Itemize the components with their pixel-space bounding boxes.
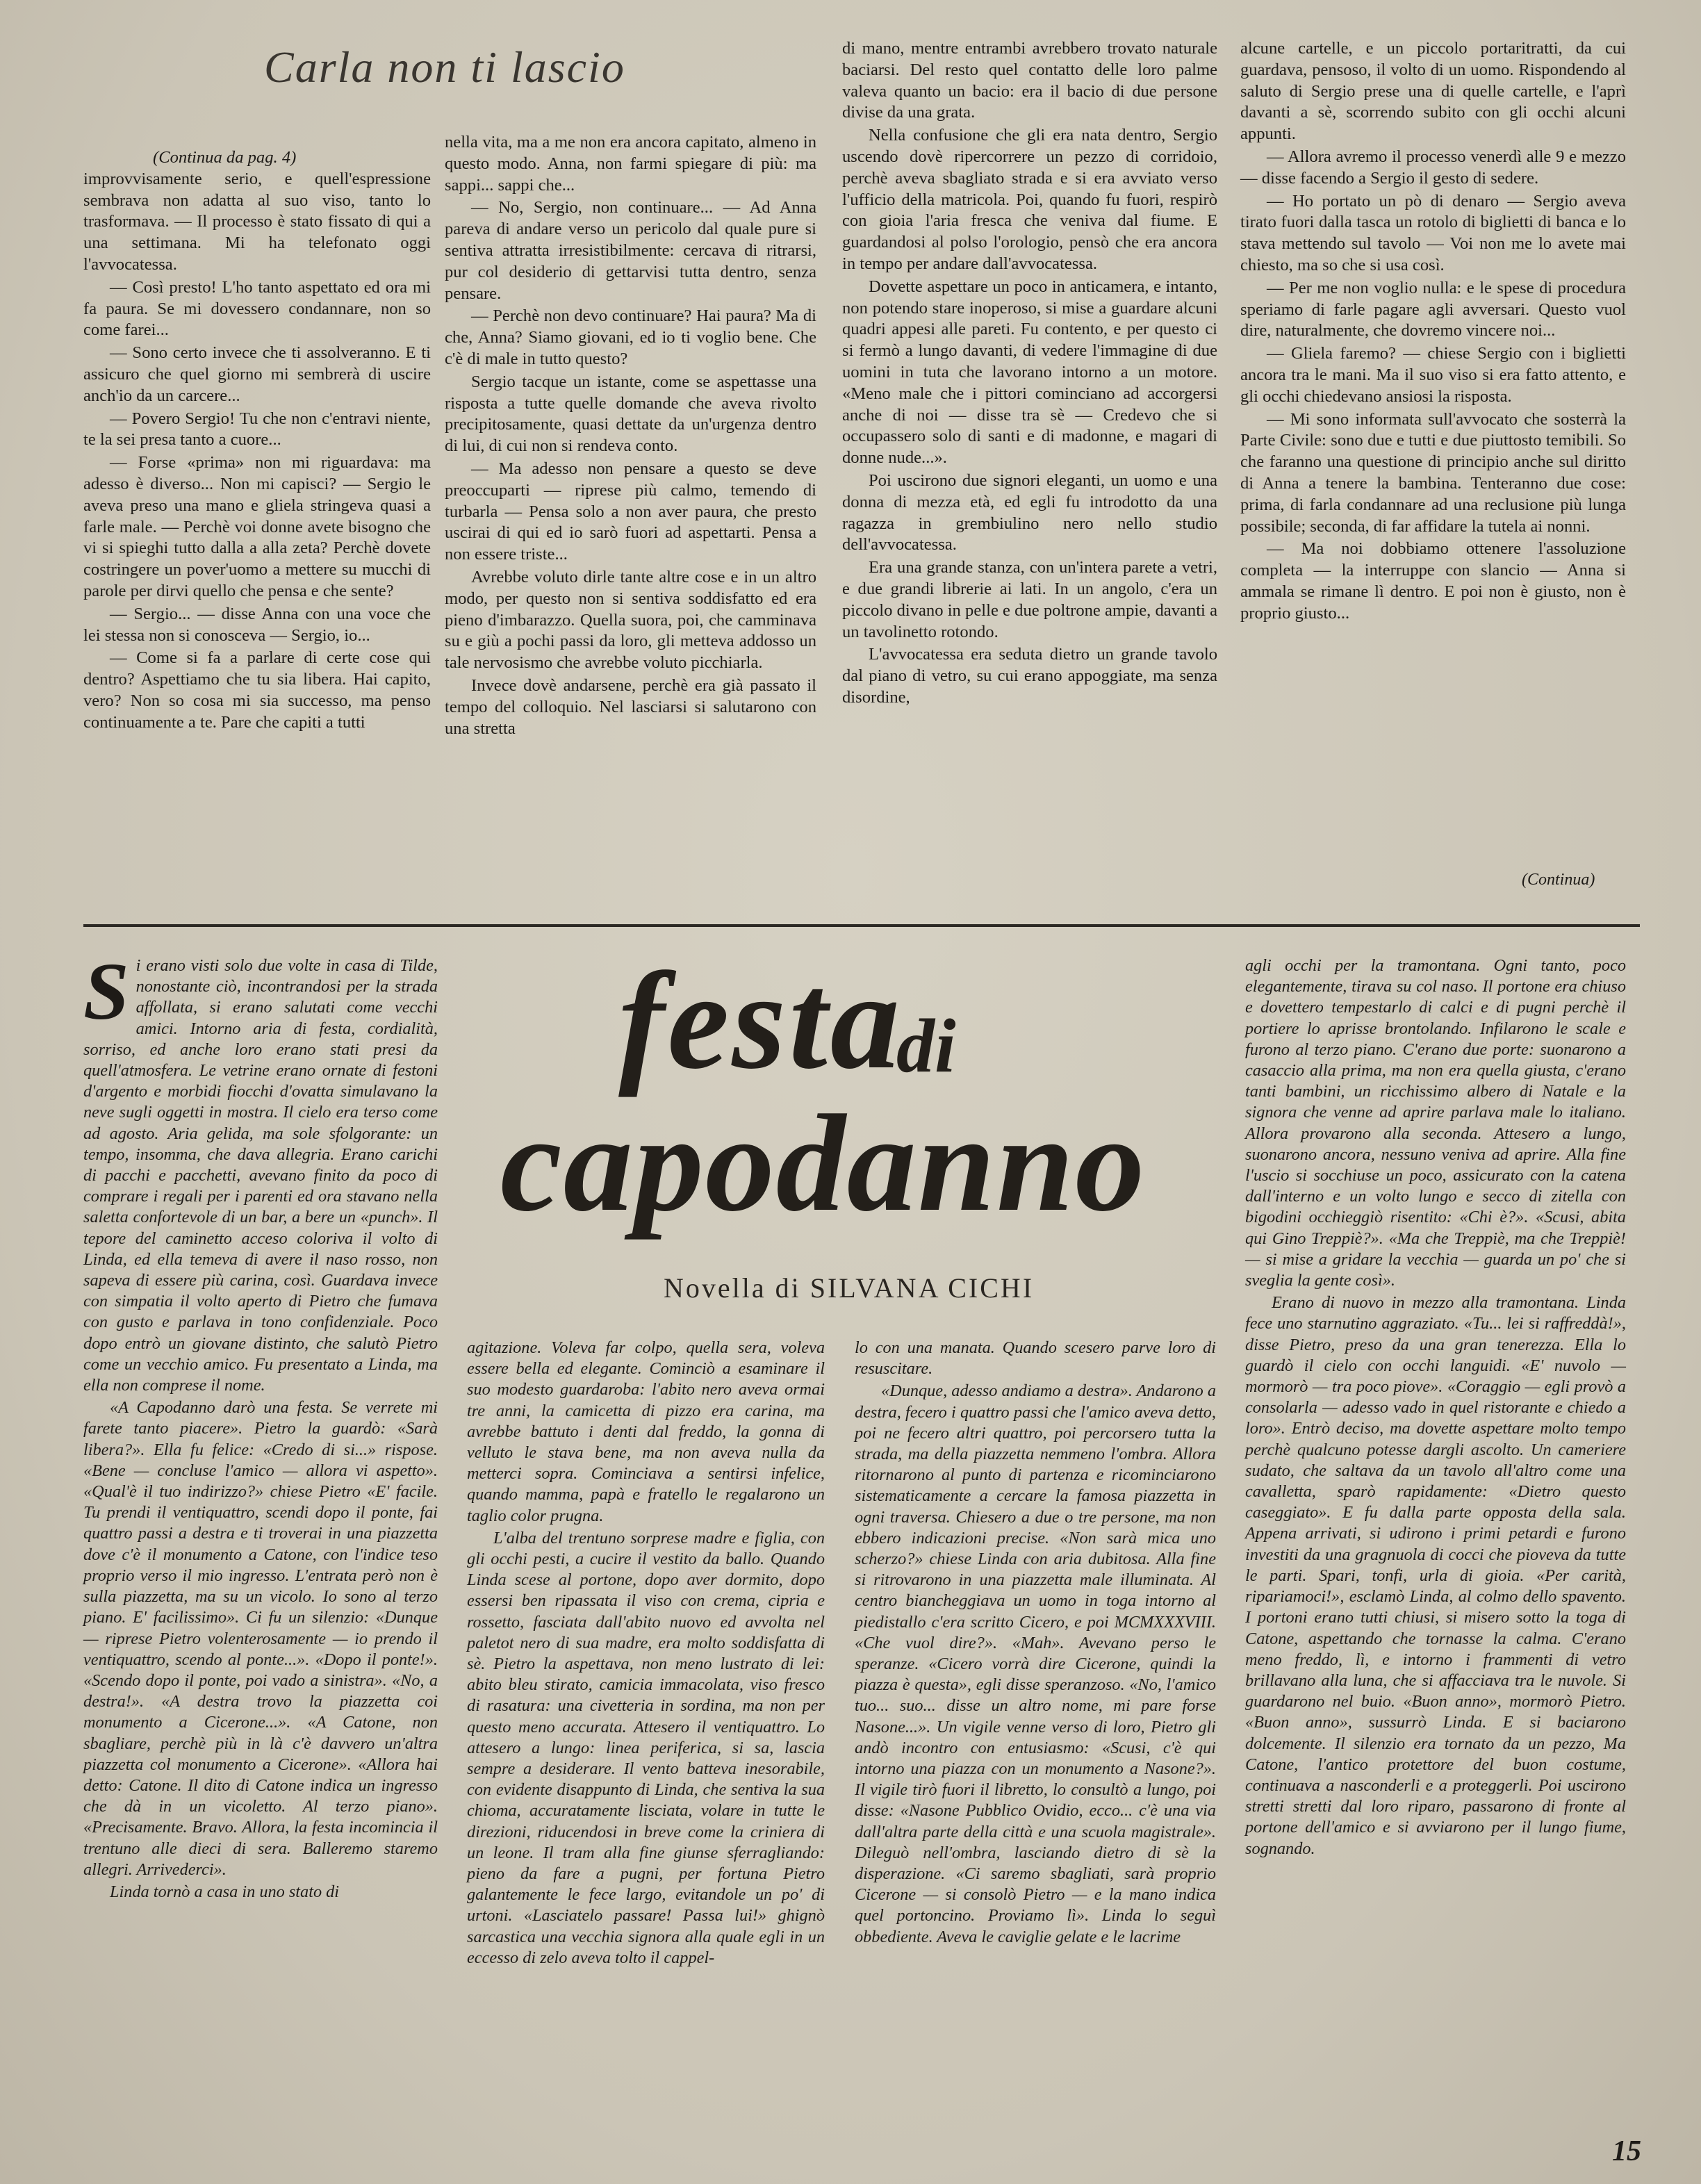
paragraph: Era una grande stanza, con un'intera parete a vetri, e due grandi librerie ai lati. In un angolo, c'era un piccolo divano in pelle e due poltrone ampie, davanti a un tavolinetto rotondo. — [842, 558, 1217, 641]
title-word-festa: festa — [618, 944, 903, 1098]
bottom-column-1 — [83, 946, 438, 1904]
paragraph — [83, 946, 438, 1396]
paragraph: — Sono certo invece che ti assolveranno. E ti assicuro che quel giorno mi sembrerà di uscire anch'io da un carcere... — [83, 343, 431, 405]
top-column-3 — [842, 38, 1217, 710]
paragraph: — Ma noi dobbiamo ottenere l'assoluzione completa — la interruppe con slancio — Anna si ammala se rimane lì dentro. E poi non è giusto, non è proprio giusto... — [1240, 539, 1626, 623]
paragraph: — Come si fa a parlare di certe cose qui dentro? Aspettiamo che tu sia libera. Hai capito, vero? Non so cosa mi sia successo, ma penso continuamente a te. Pare che capiti a tutti — [83, 648, 431, 732]
drop-cap: S — [83, 946, 129, 1037]
bottom-column-4 — [1245, 955, 1626, 1861]
bottom-column-2 — [467, 1338, 825, 1970]
title-word-capodanno: capodanno — [500, 1087, 1147, 1240]
paragraph: — Allora avremo il processo venerdì alle 9 e mezzo — disse facendo a Sergio il gesto di sedere. — [1240, 147, 1626, 188]
paragraph: lo con una manata. Quando scesero parve loro di resuscitare. — [855, 1338, 1216, 1379]
continued-from-note: (Continua da pag. 4) — [153, 148, 297, 167]
top-column-4 — [1240, 38, 1626, 626]
paragraph: agitazione. Voleva far colpo, quella sera, voleva essere bella ed elegante. Cominciò a esaminare il suo modesto guardaroba: l'abito nero aveva ormai tre anni, la camicetta di pizzo era carina, ma avrebbe battuto i denti dal freddo, la gonna di velluto le stava bene, ma non aveva nulla da metterci sopra. Cominciava a sentirsi infelice, quando mamma, papà e fratello le regalarono un taglio color prugna. — [467, 1338, 825, 1525]
paragraph: Nella confusione che gli era nata dentro, Sergio uscendo dovè ripercorrere un pezzo di corridoio, perchè aveva sbagliato strada e si era avviato verso l'ufficio della matricola. Poi, quando fu fuori, respirò con gioia l'aria fresca che veniva dal fiume. E guardandosi al polso l'orologio, pensò che era ancora in tempo per andare dall'avvocatessa. — [842, 126, 1217, 273]
paragraph: Invece dovè andarsene, perchè era già passato il tempo del colloquio. Nel lasciarsi si salutarono con una stretta — [445, 675, 816, 738]
paragraph: nella vita, ma a me non era ancora capitato, almeno in questo modo. Anna, non farmi spiegare di più: ma sappi... sappi che... — [445, 133, 816, 195]
paragraph: agli occhi per la tramontana. Ogni tanto, poco elegantemente, tirava su col naso. Il portone era chiuso e dovettero tempestarlo di calci e di pugni perchè il portiere lo aprisse brontolando. Infilarono le scale e furono al terzo piano. C'erano due porte: suonarono a casaccio alla prima, ma non era quella giusta, c'erano tanti bambini, un ricchissimo albero di Natale e la signora che venne ad aprire parlava male lo italiano. Allora provarono alla seconda. Attesero a lungo, suonarono ancora, nessuno veniva ad aprire. Alla fine l'uscio si socchiuse un poco, assicurato con la catena dall'interno e un volto lungo e secco di zitella con bigodini occhieggiò risentito: «Chi è?». «Scusi, abita qui Gino Treppiè?». «Ma che Treppiè, ma che Treppiè! — si mise a gridare la vecchia — guarda un po' che si sveglia la gente così». — [1245, 956, 1626, 1290]
paragraph: — Povero Sergio! Tu che non c'entravi niente, te la sei presa tanto a cuore... — [83, 409, 431, 450]
paragraph: Sergio tacque un istante, come se aspettasse una risposta a tutte quelle domande che aveva rivolto precipitosamente, quasi dettate da un'urgenza dentro di lui, di cui non si rendeva conto. — [445, 372, 816, 456]
paragraph: «A Capodanno darò una festa. Se verrete mi farete tanto piacere». Pietro la guardò: «Sarà libera?». Ella fu felice: «Credo di si...» rispose. «Bene — concluse l'amico — allora vi aspetto». «Qual'è il tuo indirizzo?» chiese Pietro «E' facile. Tu prendi il ventiquattro, scendi dopo il ponte, fai quattro passi a destra e ti troverai in una piazzetta dove c'è il monumento a Catone, con l'indice teso proprio verso il mio ingresso. L'entrata però non è sulla piazzetta, ma su un vicolo. Io sono al terzo piano. E' facilissimo». Ci fu un silenzio: «Dunque — riprese Pietro volenterosamente — io prendo il ventiquattro, scendo al ponte...». «Dopo il ponte!». «Scendo dopo il ponte, poi vado a sinistra». «No, a destra!». «A destra trovo la piazzetta coi monumento a Cicerone...». «A Catone, non sbagliare, perchè più in là c'è davvero un'altra piazzetta col monumento a Cicerone». «Allora hai detto: Catone. Il dito di Catone indica un ingresso che dà in un vicoletto. Al terzo piano». «Precisamente. Bravo. Allora, la festa incomincia il trentuno alle dieci di sera. Balleremo staremo allegri. Arrivederci». — [83, 1398, 438, 1879]
section-divider — [83, 924, 1640, 927]
paragraph: Erano di nuovo in mezzo alla tramontana. Linda fece uno starnutino aggraziato. «Tu... lei si raffreddà!», disse Pietro, preso da una gran tenerezza. Ella lo guardò il cielo con occhi languidi. «E' nuvolo — mormorò — tra poco piove». «Coraggio — egli provò a consolarla — adesso vado in quel ristorante e chiedo a loro». Entrò deciso, ma dovette aspettare molto tempo perchè qualcuno potesse dargli ascolto. Un cameriere sudato, che saltava da un tavolo all'altro come una cavalletta, sparò rapidamente: «Dietro questo caseggiato». E fu dalla parte opposta della sala. Appena arrivati, si udirono i primi petardi e furono investiti da una gragnuola di cocci che pioveva da tutte le parti. Spari, tonfi, urla di gioia. «Per carità, ripariamoci!», esclamò Linda, al colmo dello spavento. I portoni erano tutti chiusi, si misero sotto la toga di Catone, aspettando che tornasse la calma. C'erano meno freddo, lì, e intorno i frammenti di vetro brillavano alla luna, che si affacciava tra le nuvole. Si guardarono nel buio. «Buon anno», mormorò Pietro. «Buon anno», sussurrò Linda. E si baciarono dolcemente. Il silenzio era tornato da un pezzo, Ma Catone, l'antico protettore del buon costume, continuava a nasconderli e a proteggerli. Poi uscirono stretti stretti dal loro riparo, passarono di fronte al portone dell'amico e si avviarono per il lungo fiume, sognando. — [1245, 1293, 1626, 1858]
paragraph: — Per me non voglio nulla: e le spese di procedura speriamo di farle pagare agli avversari. Questo vuol dire, naturalmente, che dovremo vincere noi... — [1240, 278, 1626, 340]
story-title-carla: Carla non ti lascio — [264, 42, 625, 92]
paragraph: L'alba del trentuno sorprese madre e figlia, con gli occhi pesti, a cucire il vestito da ballo. Quando Linda scese al portone, dopo aver dormito, dopo essersi ben ripassata il viso con crema, cipria e rossetto, fasciata dall'abito nuovo ed avvolta nel paletot nero di sua madre, era molto soddisfatta di sè. Pietro la aspettava, non meno lustrato di lei: abito bleu stirato, camicia immacolata, viso fresco di rasatura: una civetteria in sordina, ma non per questo meno accurata. Attesero il ventiquattro. Lo attesero a lungo: linea periferica, si sa, lascia sempre a desiderare. Il vento batteva inesorabile, con evidente disappunto di Linda, che sentiva la sua chioma, accuratamente lisciata, volare in tutte le direzioni, riducendosi in breve come la criniera di un leone. Il tram alla fine giunse sferragliando: pieno da fare a pugni, per fortuna Pietro galantemente le fece largo, evitandole un po' di urtoni. «Lasciatelo passare! Passa lui!» ghignò sarcastica una vecchia signora alla quale egli in un eccesso di zelo aveva tolto il cappel- — [467, 1528, 825, 1967]
paragraph: Dovette aspettare un poco in anticamera, e intanto, non potendo stare inoperoso, si mise a guardare alcuni quadri appesi alle pareti. Fu contento, e per questo ci si fermò a lungo davanti, di vedere l'immagine di due uomini in tuta che lavorano intorno a un motore. «Meno male che i pittori cominciano ad accorgersi anche di noi — disse tra sè — Credevo che si occupassero solo di santi e di madonne, e magari di donne nude...». — [842, 277, 1217, 468]
paragraph: «Dunque, adesso andiamo a destra». Andarono a destra, fecero i quattro passi che l'amico aveva detto, poi ne fecero altri quattro, poi percorsero tutta la strada, ma della piazzetta nemmeno l'ombra. Allora ritornarono al punto di partenza e ricominciarono sistematicamente a cercare la famosa piazzetta in ogni traversa. Chiesero a due o tre persone, ma non ebbero indicazioni precise. «Non sarà mica uno scherzo?» chiese Linda con aria dubitosa. Alla fine si ritrovarono in una piazzetta male illuminata. Al centro biancheggiava un uomo in toga intorno al piedistallo c'era scritto Cicero, e poi MCMXXXVIII. «Che vuol dire?». «Mah». Avevano perso le speranze. «Cicero vorrà dire Cicerone, quindi la piazza è questa», egli disse speranzoso. «No, l'amico tuo... suo... disse un altro nome, mi pare forse Nasone...». Un vigile venne verso di loro, Pietro gli andò incontro con entusiasmo: «Scusi, c'è qui intorno una piazza con un monumento a Nasone?». Il vigile tirò fuori il libretto, lo consultò a lungo, poi disse: «Nasone Pubblico Ovidio, ecco... c'è una via dall'altra parte della città e una scuola magistrale». Dileguò nell'ombra, lasciando dietro di sè la disperazione. «Ci saremo sbagliati, sarà proprio Cicerone — si consolò Pietro — e la mano indica quel portoncino. Proviamo lì». Linda lo seguì obbediente. Aveva le caviglie gelate e le lacrime — [855, 1381, 1216, 1946]
paragraph: — Mi sono informata sull'avvocato che sosterrà la Parte Civile: sono due e tutti e due piuttosto temibili. So che faranno una questione di principio anche sul diritto di Anna a tenere la bambina. Tenteranno due cose: prima, di farla condannare ad una reclusione più lunga possibile; seconda, di far affidare la tutela ai nonni. — [1240, 409, 1626, 536]
paragraph: Linda tornò a casa in uno stato di — [110, 1882, 340, 1901]
paragraph: — Così presto! L'ho tanto aspettato ed ora mi fa paura. Se mi dovessero condannare, non so come farei... — [83, 277, 431, 340]
paragraph: — No, Sergio, non continuare... — Ad Anna pareva di andare verso un pericolo dal quale pure si sentiva attratta irresistibilmente: cercava di ritrarsi, pur col desiderio di gettarvisi tutta dentro, senza pensare. — [445, 198, 816, 303]
paragraph: di mano, mentre entrambi avrebbero trovato naturale baciarsi. Del resto quel contatto delle loro palme valeva quanto un bacio: era il bacio di due persone divise da una grata. — [842, 39, 1217, 122]
paragraph-text: i erano visti solo due volte in casa di Tilde, nonostante ciò, incontrandosi per la strada affollata, si erano salutati come vecchi amici. Intorno aria di festa, cordialità, sorriso, ed anche loro erano stati presi da quell'atmosfera. Le vetrine erano ornate di festoni d'argento e morbidi fiocchi d'ovatta simulavano la neve sugli oggetti in mostra. Il cielo era terso come ad agosto. Aria gelida, ma sole sfolgorante: un tempo, insomma, che dava allegria. Erano carichi di pacchi e pacchetti, avevano finito da poco di comprare i regali per i parenti ed ora stavano nella saletta confortevole di un bar, a bere un «punch». Il tepore del caminetto acceso coloriva il volto di Linda, ed ella temeva di avere il naso rosso, non sapeva di essere più carina, così. Guardava invece con simpatia il volto aperto di Pietro che fumava con gusto e parlava in tono confidenziale. Poco dopo entrò un giovane distinto, che salutò Pietro come un vecchio amico. Fu presentato a Linda, ma ella non comprese il nome. — [83, 956, 438, 1395]
top-column-2 — [445, 132, 816, 741]
paragraph: L'avvocatessa era seduta dietro un grande tavolo dal piano di vetro, su cui erano appoggiate, ma senza disordine, — [842, 645, 1217, 707]
paragraph: Poi uscirono due signori eleganti, un uomo e una donna di mezza età, ed egli fu introdotto da una ragazza in grembiulino nero nello studio dell'avvocatessa. — [842, 470, 1217, 555]
paragraph: Avrebbe voluto dirle tante altre cose e in un altro modo, per questo non si sentiva soddisfatto ed era pieno d'imbarazzo. Quella suora, poi, che camminava su e giù a pochi passi da loro, gli metteva addosso un tale nervosismo che avrebbe voluto picchiarla. — [445, 567, 816, 673]
byline: Novella di SILVANA CICHI — [664, 1272, 1035, 1304]
bottom-column-3 — [855, 1338, 1216, 1949]
paragraph: — Forse «prima» non mi riguardava: ma adesso è diverso... Non mi capisci? — Sergio le aveva preso una mano e gliela stringeva quasi a farle male. — Perchè voi donne avete bisogno che vi si spieghi tutto dalla a alla zeta? Perchè dovete costringere un pover'uomo a mettere su mucchi di parole per dirvi quello che pensa e che sente? — [83, 453, 431, 600]
paragraph: improvvisamente serio, e quell'espressione sembrava non adatta al suo viso, tanto lo trasformava. — Il processo è stato fissato di qui a una settimana. Mi ha telefonato oggi l'avvocatessa. — [83, 169, 431, 274]
paragraph: — Gliela faremo? — chiese Sergio con i biglietti ancora tra le mani. Ma il suo viso si era fatto attento, e gli occhi chiedevano ansiosi la risposta. — [1240, 344, 1626, 406]
paragraph: alcune cartelle, e un piccolo portaritratti, da cui guardava, pensoso, il volto di un uomo. Rispondendo al saluto di Sergio prese una di quelle cartelle, e l'aprì davanti a sè, scorrendo subito con gli occhi alcuni appunti. — [1240, 39, 1626, 144]
story-title-festa — [500, 944, 1195, 1244]
paragraph: — Ho portato un pò di denaro — Sergio aveva tirato fuori dalla tasca un rotolo di biglietti di banca e lo stava mettendo sul tavolo — Voi non me lo avete mai chiesto, ma so che si usa così. — [1240, 191, 1626, 274]
title-word-di: di — [896, 1003, 956, 1088]
paragraph: — Perchè non devo continuare? Hai paura? Ma di che, Anna? Siamo giovani, ed io ti voglio bene. Che c'è di male in tutto questo? — [445, 306, 816, 368]
page-number: 15 — [1612, 2135, 1641, 2167]
paragraph: — Ma adesso non pensare a questo se deve preoccuparti — riprese più calmo, temendo di turbarla — Pensa solo a non aver paura, che presto uscirai di qui ed io sarò fuori ad aspettarti. Pensa a non essere triste... — [445, 459, 816, 564]
top-column-1 — [83, 147, 431, 735]
paragraph: — Sergio... — disse Anna con una voce che lei stessa non si conosceva — Sergio, io... — [83, 604, 431, 645]
continued-note: (Continua) — [1522, 871, 1595, 889]
